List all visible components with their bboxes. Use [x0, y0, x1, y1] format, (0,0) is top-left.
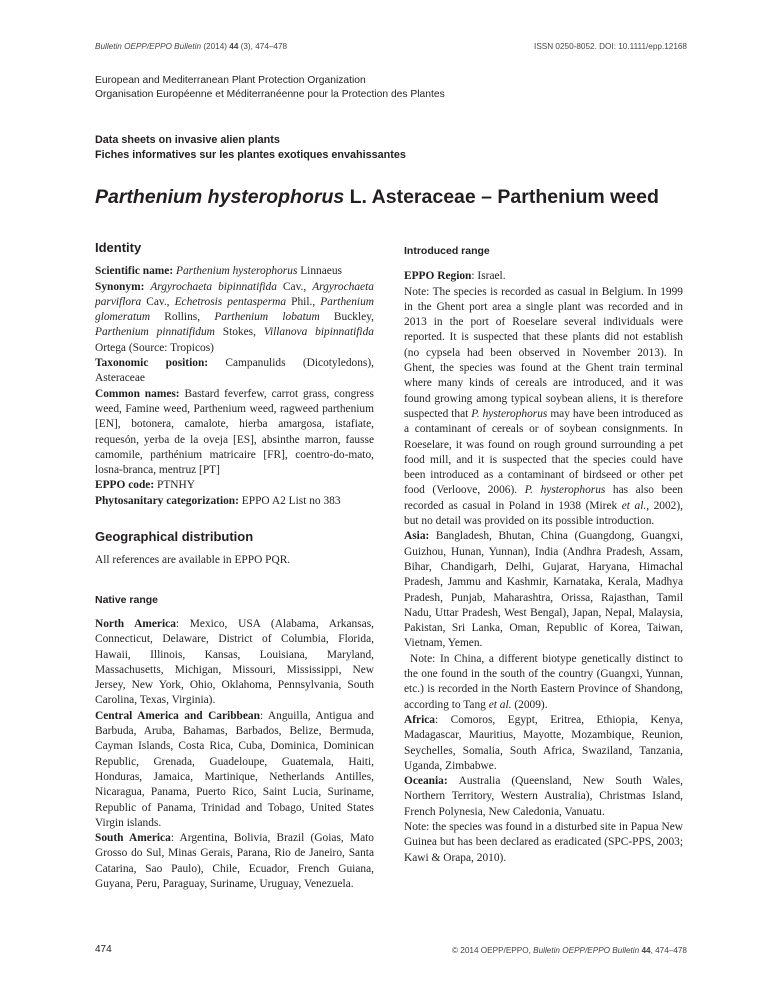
text: : Anguilla, Antigua and Barbuda, Aruba, Bahamas, Barbados, Belize, Bermuda, Cayman Islands, Costa Rica, Cuba, Dominica, Dominican Republic, Grenada, Guadeloupe, Guatemala, Haiti, Honduras, Jamaica, Martinique, Netherlands Antilles, Nicaragua, Panama, Puerto Rico, Saint Lucia, Suriname, Republic of Panama, Trinidad and Tobago, United States Virgin islands. [95, 709, 374, 829]
identity-heading: Identity [95, 240, 142, 255]
field-label: Common names: [95, 387, 185, 400]
text: (2009). [511, 698, 548, 711]
series-en: Data sheets on invasive alien plants [95, 134, 280, 146]
paragraph [95, 617, 374, 709]
article-title [95, 186, 659, 209]
org-fr: Organisation Européenne et Méditerranéenne pour la Protection des Plantes [95, 89, 445, 100]
text: Rollins, [150, 311, 215, 324]
copyright: © 2014 OEPP/EPPO, [452, 946, 534, 955]
text: : Israel. [471, 270, 506, 283]
field-label: Asia: [404, 530, 436, 543]
text: Ortega (Source: Tropicos) [95, 341, 214, 354]
introduced-section [404, 269, 683, 866]
native-section [95, 617, 374, 892]
left-column [95, 240, 374, 892]
text: : Argentina, Bolivia, Brazil (Goias, Mato Grosso do Sul, Minas Gerais, Parana, Rio de Janeiro, Santa Catarina, Sao Paulo), Chile, Ecuador, French Guiana, Guyana, Peru, Paraguay, Suriname, Uruguay, Venezuela. [95, 832, 374, 890]
text: Campanulids (Dicotyledons), Asteraceae [95, 357, 374, 385]
italic-text: Argyrochaeta bipinnatifida [150, 280, 277, 293]
paragraph [95, 356, 374, 387]
paragraph [95, 280, 374, 356]
text: Stokes, [214, 326, 264, 339]
field-label: EPPO Region [404, 270, 472, 283]
italic-text: Parthenium glomeratum [95, 295, 375, 324]
paragraph [95, 831, 374, 892]
field-label: Scientific name: [95, 265, 176, 278]
text: , 2002), but no detail was provided on its possible introduction. [404, 499, 683, 528]
footer-volume: 44 [639, 946, 651, 955]
footer-pages: , 474–478 [650, 946, 687, 955]
italic-text: et al. [621, 499, 647, 512]
title-species: Parthenium hysterophorus [95, 186, 345, 208]
running-header-left [95, 42, 287, 51]
field-label: South America [95, 832, 171, 845]
journal-name: Bulletin OEPP/EPPO Bulletin [95, 42, 202, 51]
text: EPPO A2 List no 383 [241, 494, 341, 507]
italic-text: Parthenium lobatum [214, 311, 320, 324]
text: Note: In China, a different biotype genetically distinct to the one found in the south of the country (Guangxi, Yunnan, etc.) is recorded in the North Eastern Province of Shandong, according to Tang [404, 652, 683, 711]
field-label: Central America and Caribbean [95, 709, 260, 722]
text: : Comoros, Egypt, Eritrea, Ethiopia, Kenya, Madagascar, Mauritius, Mayotte, Mozambique, Reunion, Seychelles, Somalia, South Africa, Swaziland, Tanzania, Uganda, Zimbabwe. [404, 713, 683, 772]
field-label: EPPO code: [95, 479, 158, 492]
italic-text: P. hysterophorus [471, 407, 548, 420]
text: Cav., [276, 280, 313, 293]
series-title [95, 133, 406, 162]
year: (2014) [201, 42, 230, 51]
native-heading: Native range [95, 593, 159, 606]
paragraph [95, 387, 374, 479]
italic-text: Villanova bipinnatifida [263, 326, 374, 339]
paragraph [404, 529, 683, 651]
italic-text: P. hysterophorus [524, 484, 606, 497]
identity-section [95, 264, 374, 509]
paragraph [404, 269, 683, 284]
text: Note: the species was found in a disturbed site in Papua New Guinea but has been declared as eradicated (SPC-PPS, 2003; Kawi & Orapa, 2010). [404, 820, 683, 864]
text: Cav., [141, 295, 175, 308]
text: Bastard feverfew, carrot grass, congress weed, Famine weed, Parthenium weed, ragweed parthenium [EN], botonera, camalote, hierba amargosa, istafiate, requesón, yerba de la oveja [ES], absinthe marron, fausse camomile, parthénium matricaire [FR], coentro-do-mato, losna-branca, mentruz [PT] [95, 387, 374, 477]
paragraph [95, 709, 374, 831]
organization [95, 74, 445, 102]
footer-journal: Bulletin OEPP/EPPO Bulletin [533, 946, 640, 955]
field-label: Synonym: [95, 280, 151, 293]
text: Australia (Queensland, New South Wales, Northern Territory, Western Australia), Christmas Island, French Polynesia, New Caledonia, Vanuatu. [404, 775, 683, 818]
volume: 44 [229, 42, 239, 51]
running-header-right: ISSN 0250-8052. DOI: 10.1111/epp.12168 [534, 42, 687, 51]
text: Linnaeus [297, 265, 342, 278]
italic-text: et al. [488, 698, 512, 711]
copyright-footer [452, 946, 687, 955]
right-column [404, 240, 683, 866]
paragraph [404, 820, 683, 866]
italic-text: Parthenium pinnatifidum [95, 326, 215, 339]
paragraph [404, 285, 683, 530]
text: may have been introduced as a contaminant of cereals or of soybean consignments. In Roeselare, it was found on rough ground surrounding a pet food mill, and it is suspected that the species could have been introduced as a contaminant of birdseed or other pet food (Verloove, 2006). [404, 407, 683, 497]
paragraph [404, 652, 683, 713]
paragraph [95, 494, 374, 509]
geo-heading: Geographical distribution [95, 529, 254, 545]
text: Note: The species is recorded as casual in Belgium. In 1999 in the Ghent port area a single plant was recorded and in 2013 in the port of Roeselare several individuals were reported. It is suspected that these plants did not establish (no cypsela had been observed in November 2013). In Ghent, the species was found at the Ghent train terminal where many kinds of cereals are introduced, and it was found growing among typical soybean aliens, it is therefore suspected that [404, 285, 683, 420]
introduced-heading: Introduced range [404, 245, 490, 257]
text: Phil., [286, 295, 321, 308]
title-rest: L. Asteraceae – Parthenium weed [344, 186, 659, 208]
field-label: Taxonomic position: [95, 357, 226, 370]
series-fr: Fiches informatives sur les plantes exotiques envahissantes [95, 148, 406, 161]
field-label: North America [95, 617, 176, 630]
page-number: 474 [95, 944, 112, 955]
text: : Mexico, USA (Alabama, Arkansas, Connecticut, Delaware, District of Columbia, Florida, Hawaii, Illinois, Kansas, Louisiana, Maryland, Massachusetts, Michigan, Missouri, Mississippi, New Jersey, New York, Ohio, Oklahoma, Pennsylvania, South Carolina, Texas, Virginia). [95, 617, 374, 707]
paragraph [404, 774, 683, 820]
italic-text: Echetrosis pentasperma [174, 295, 287, 308]
text: has also been recorded as casual in Poland in 1938 (Mirek [404, 484, 683, 512]
field-label: Oceania: [404, 775, 459, 788]
geo-note: All references are available in EPPO PQR. [95, 554, 291, 567]
org-en: European and Mediterranean Plant Protection Organization [95, 75, 366, 86]
paragraph [95, 264, 374, 279]
italic-text: Parthenium hysterophorus [175, 265, 298, 278]
field-label: Africa [404, 713, 435, 726]
issue-pages: (3), 474–478 [238, 42, 288, 51]
field-label: Phytosanitary categorization: [95, 494, 242, 507]
paragraph [95, 478, 374, 493]
paragraph [404, 713, 683, 774]
text: Bangladesh, Bhutan, China (Guangdong, Guangxi, Guizhou, Hunan, Yunnan), India (Andhra Pradesh, Assam, Bihar, Chandigarh, Delhi, Gujarat, Haryana, Himachal Pradesh, Jammu and Kashmir, Karnataka, Kerala, Madhya Pradesh, Punjab, Maharashtra, Orissa, Rajasthan, Tamil Nadu, Uttar Pradesh, West Bengal), Japan, Nepal, Malaysia, Pakistan, Sri Lanka, Oman, Republic of Korea, Taiwan, Vietnam, Yemen. [404, 530, 683, 650]
italic-text: Argyrochaeta parviflora [95, 280, 374, 308]
text: Buckley, [319, 311, 374, 324]
text: PTNHY [157, 479, 195, 492]
